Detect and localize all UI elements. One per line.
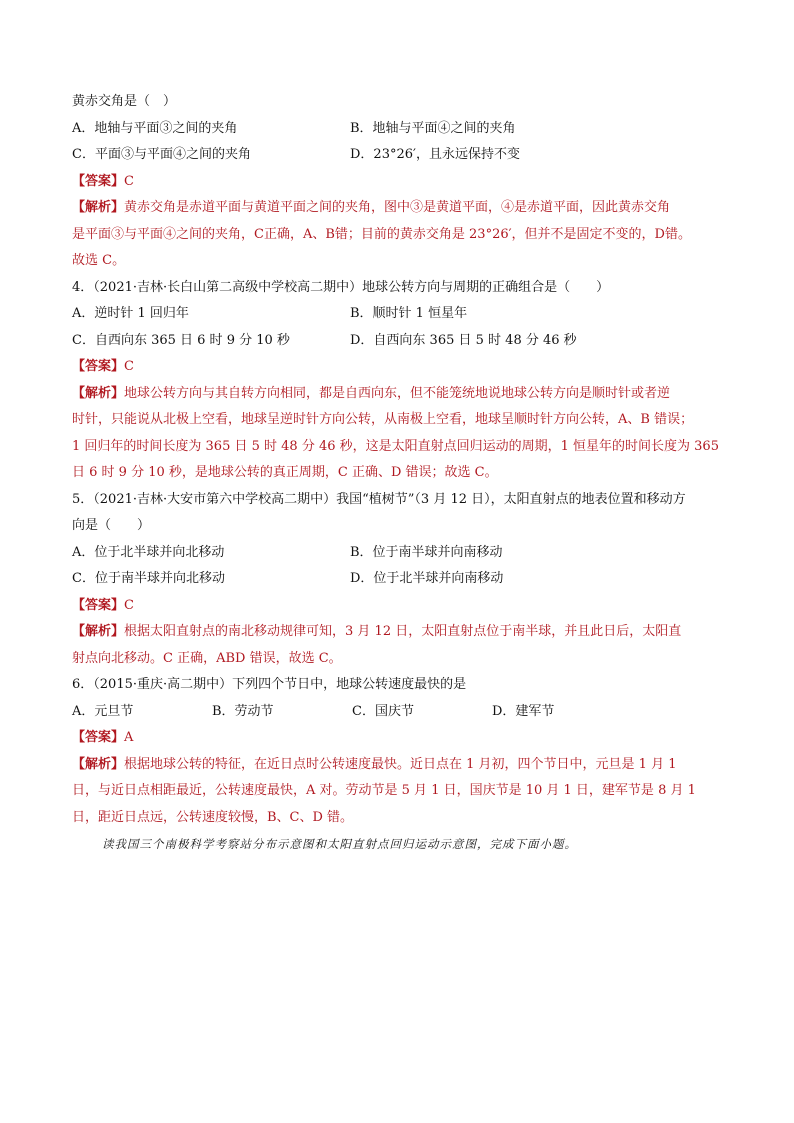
option-d: D．23°26′，且永远保持不变 [350,147,520,162]
question-6-analysis [72,755,722,828]
option-b: B．劳动节 [212,703,274,719]
option-d: D．位于北半球并向南移动 [350,571,504,586]
question-3-analysis [72,198,722,271]
analysis-line: 日 6 时 9 分 10 秒，是地球公转的真正周期，C 正确、D 错误；故选 C。 [72,465,498,480]
question-5-stem: 5．（2021·吉林·大安市第六中学校高二期中）我国“植树节”（3 月 12 日），太阳直射点的地表位置和移动方 [72,491,686,507]
question-5-analysis [72,622,722,669]
question-6-options-row [72,702,722,722]
answer-tag: 【答案】 [72,359,125,374]
analysis-tag: 【解析】 [72,200,125,215]
option-b: B．位于南半球并向南移动 [350,544,503,560]
question-5-options-row-1 [72,543,722,563]
analysis-line: 1 回归年的时间长度为 365 日 5 时 48 分 46 秒，这是太阳直射点回归运动的周期，1 恒星年的时间长度为 365 [72,438,719,454]
option-c: C．国庆节 [352,703,414,719]
option-a: A．元旦节 [72,703,134,719]
analysis-line: 根据太阳直射点的南北移动规律可知，3 月 12 日，太阳直射点位于南半球，并且此日后，太阳直 [124,624,682,639]
question-4-options-row-2 [72,331,722,351]
option-c: C．位于南半球并向北移动 [72,571,225,586]
question-5-stem-continued: 向是（ ） [72,518,151,533]
answer-tag: 【答案】 [72,173,125,189]
option-a: A．地轴与平面③之间的夹角 [72,120,238,136]
analysis-line: 黄赤交角是赤道平面与黄道平面之间的夹角，图中③是黄道平面，④是赤道平面，因此黄赤交角 [124,200,671,215]
question-4-stem: 4．（2021·吉林·长白山第二高级中学校高二期中）地球公转方向与周期的正确组合是（ ） [72,279,610,295]
question-3-options-row-1 [72,119,722,139]
question-3-answer [72,172,722,192]
option-b: B．地轴与平面④之间的夹角 [350,120,516,136]
answer-value: C [124,597,134,613]
option-d: D．自西向东 365 日 5 时 48 分 46 秒 [350,332,577,348]
analysis-tag: 【解析】 [72,624,125,639]
option-c: C．平面③与平面④之间的夹角 [72,147,251,162]
analysis-tag: 【解析】 [72,756,125,772]
option-c: C．自西向东 365 日 6 时 9 分 10 秒 [72,332,290,348]
question-4-options-row-1 [72,304,722,324]
document-page [72,92,722,861]
option-a: A．逆时针 1 回归年 [72,306,189,321]
section-intro: 读我国三个南极科学考察站分布示意图和太阳直射点回归运动示意图，完成下面小题。 [102,837,577,851]
answer-tag: 【答案】 [72,597,125,613]
question-4-answer [72,357,722,377]
analysis-line: 时针，只能说从北极上空看，地球呈逆时针方向公转，从南极上空看，地球呈顺时针方向公转，A、B 错误； [72,412,694,427]
option-a: A．位于北半球并向北移动 [72,544,225,560]
option-b: B．顺时针 1 恒星年 [350,306,468,321]
question-3-stem: 黄赤交角是（ ） [72,94,177,109]
analysis-line: 是平面③与平面④之间的夹角，C正确，A、B错；目前的黄赤交角是 23°26′，但并不是固定不变的，D错。 [72,226,691,242]
answer-value: C [124,173,134,189]
question-6-answer [72,728,722,748]
analysis-line: 日，距近日点远，公转速度较慢，B、C、D 错。 [72,809,354,825]
analysis-line: 射点向北移动。C 正确，ABD 错误，故选 C。 [72,650,342,666]
analysis-line: 日，与近日点相距最近，公转速度最快，A 对。劳动节是 5 月 1 日，国庆节是 10 月 1 日，建军节是 8 月 1 [72,783,696,798]
question-6-stem: 6．（2015·重庆·高二期中）下列四个节日中，地球公转速度最快的是 [72,677,467,692]
analysis-line: 地球公转方向与其自转方向相同，都是自西向东，但不能笼统地说地球公转方向是顺时针或者逆 [124,385,671,401]
analysis-tag: 【解析】 [72,385,125,401]
answer-value: A [124,730,134,745]
question-3-options-row-2 [72,145,722,165]
analysis-line: 故选 C。 [72,253,126,268]
analysis-line: 根据地球公转的特征，在近日点时公转速度最快。近日点在 1 月初，四个节日中，元旦是 1 月 1 [124,756,677,772]
option-d: D．建军节 [492,703,555,719]
answer-value: C [124,359,134,374]
question-5-answer [72,596,722,616]
answer-tag: 【答案】 [72,730,125,745]
question-4-analysis [72,384,722,484]
question-5-options-row-2 [72,569,722,589]
